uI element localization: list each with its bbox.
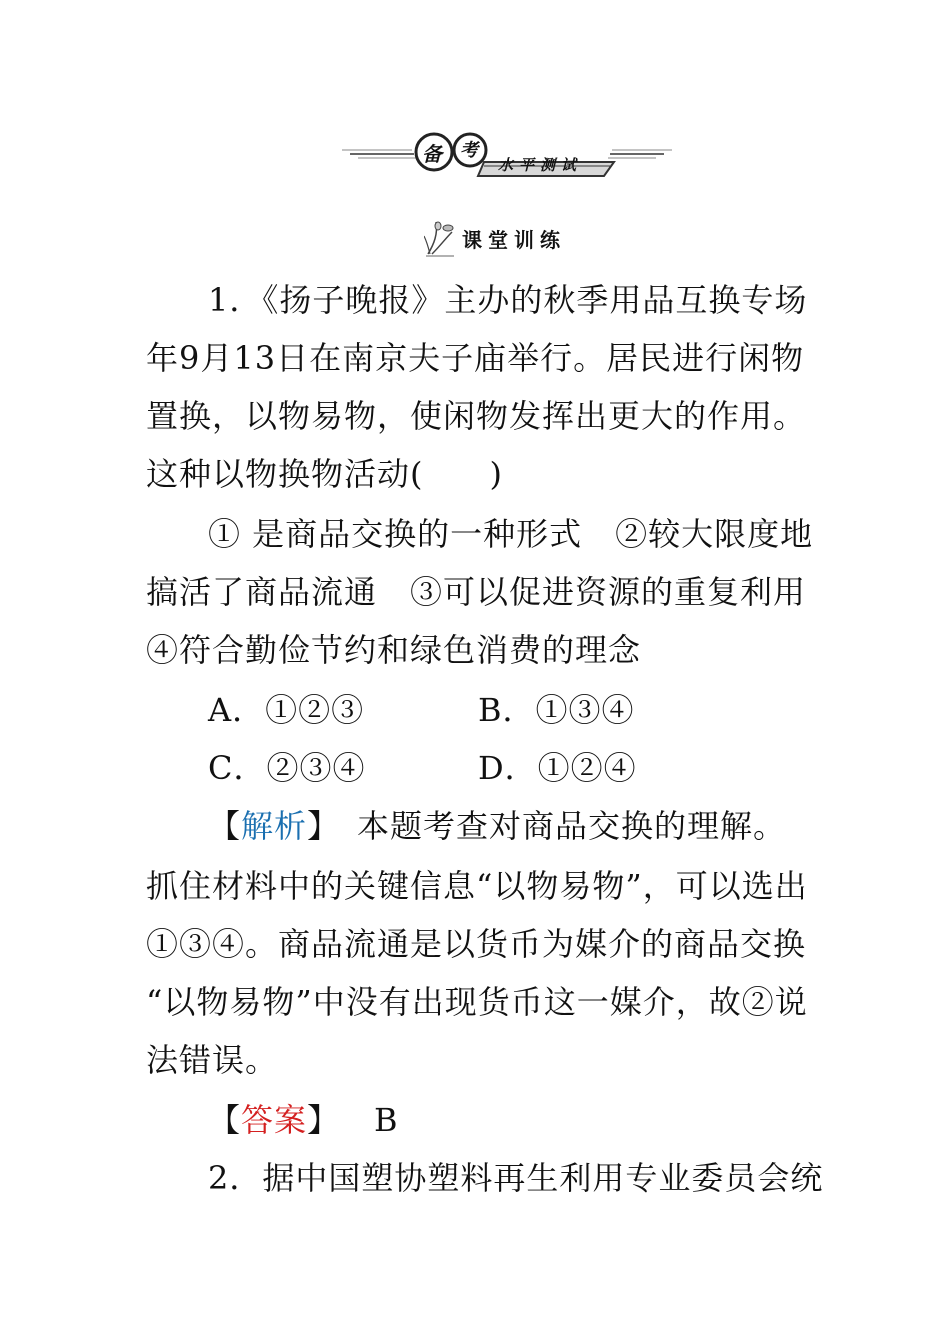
analysis-line-5: 法错误。 bbox=[146, 1041, 279, 1079]
option-d: D．①②④ bbox=[478, 749, 637, 787]
answer-line bbox=[208, 1100, 399, 1140]
option-a: A．①②③ bbox=[208, 691, 365, 729]
question1-line-1: 1．《扬子晚报》主办的秋季用品互换专场 bbox=[208, 281, 808, 319]
banner-char-2: 考 bbox=[460, 140, 478, 161]
analysis-line-4: “以物易物”中没有出现货币这一媒介，故②说 bbox=[146, 983, 808, 1021]
banner-char-1: 备 bbox=[422, 142, 442, 166]
question1-line-3: 置换，以物易物，使闲物发挥出更大的作用。 bbox=[146, 397, 807, 435]
orchid-icon bbox=[424, 218, 458, 258]
analysis-line-3: ①③④。商品流通是以货币为媒介的商品交换 bbox=[146, 925, 807, 963]
section-label bbox=[424, 218, 566, 258]
answer-bracket-open: 【 bbox=[208, 1101, 242, 1139]
question1-line-4: 这种以物换物活动( ) bbox=[146, 455, 503, 493]
answer-value: B bbox=[374, 1101, 399, 1139]
analysis-line-2: 抓住材料中的关键信息“以物易物”，可以选出 bbox=[146, 867, 808, 905]
answer-label: 答案 bbox=[241, 1101, 308, 1139]
question1-line-2: 年9月13日在南京夫子庙举行。居民进行闲物 bbox=[146, 339, 805, 377]
answer-bracket-close: 】 bbox=[307, 1101, 341, 1139]
statement-line-3: ④符合勤俭节约和绿色消费的理念 bbox=[146, 631, 642, 669]
question2-line-1: 2．据中国塑协塑料再生利用专业委员会统 bbox=[208, 1159, 824, 1197]
header-banner bbox=[342, 128, 672, 180]
analysis-first-line bbox=[208, 806, 786, 846]
statement-line-1: ① 是商品交换的一种形式 ②较大限度地 bbox=[208, 515, 814, 553]
analysis-text: 本题考查对商品交换的理解。 bbox=[324, 807, 787, 845]
analysis-label: 解析 bbox=[241, 807, 308, 845]
banner-subtitle: 水平测试 bbox=[498, 156, 583, 174]
section-title: 课堂训练 bbox=[462, 227, 566, 252]
analysis-bracket-open: 【 bbox=[208, 807, 242, 845]
analysis-bracket-close: 】 bbox=[307, 807, 325, 845]
option-c: C．②③④ bbox=[208, 749, 366, 787]
option-b: B．①③④ bbox=[478, 691, 635, 729]
statement-line-2: 搞活了商品流通 ③可以促进资源的重复利用 bbox=[146, 573, 807, 611]
